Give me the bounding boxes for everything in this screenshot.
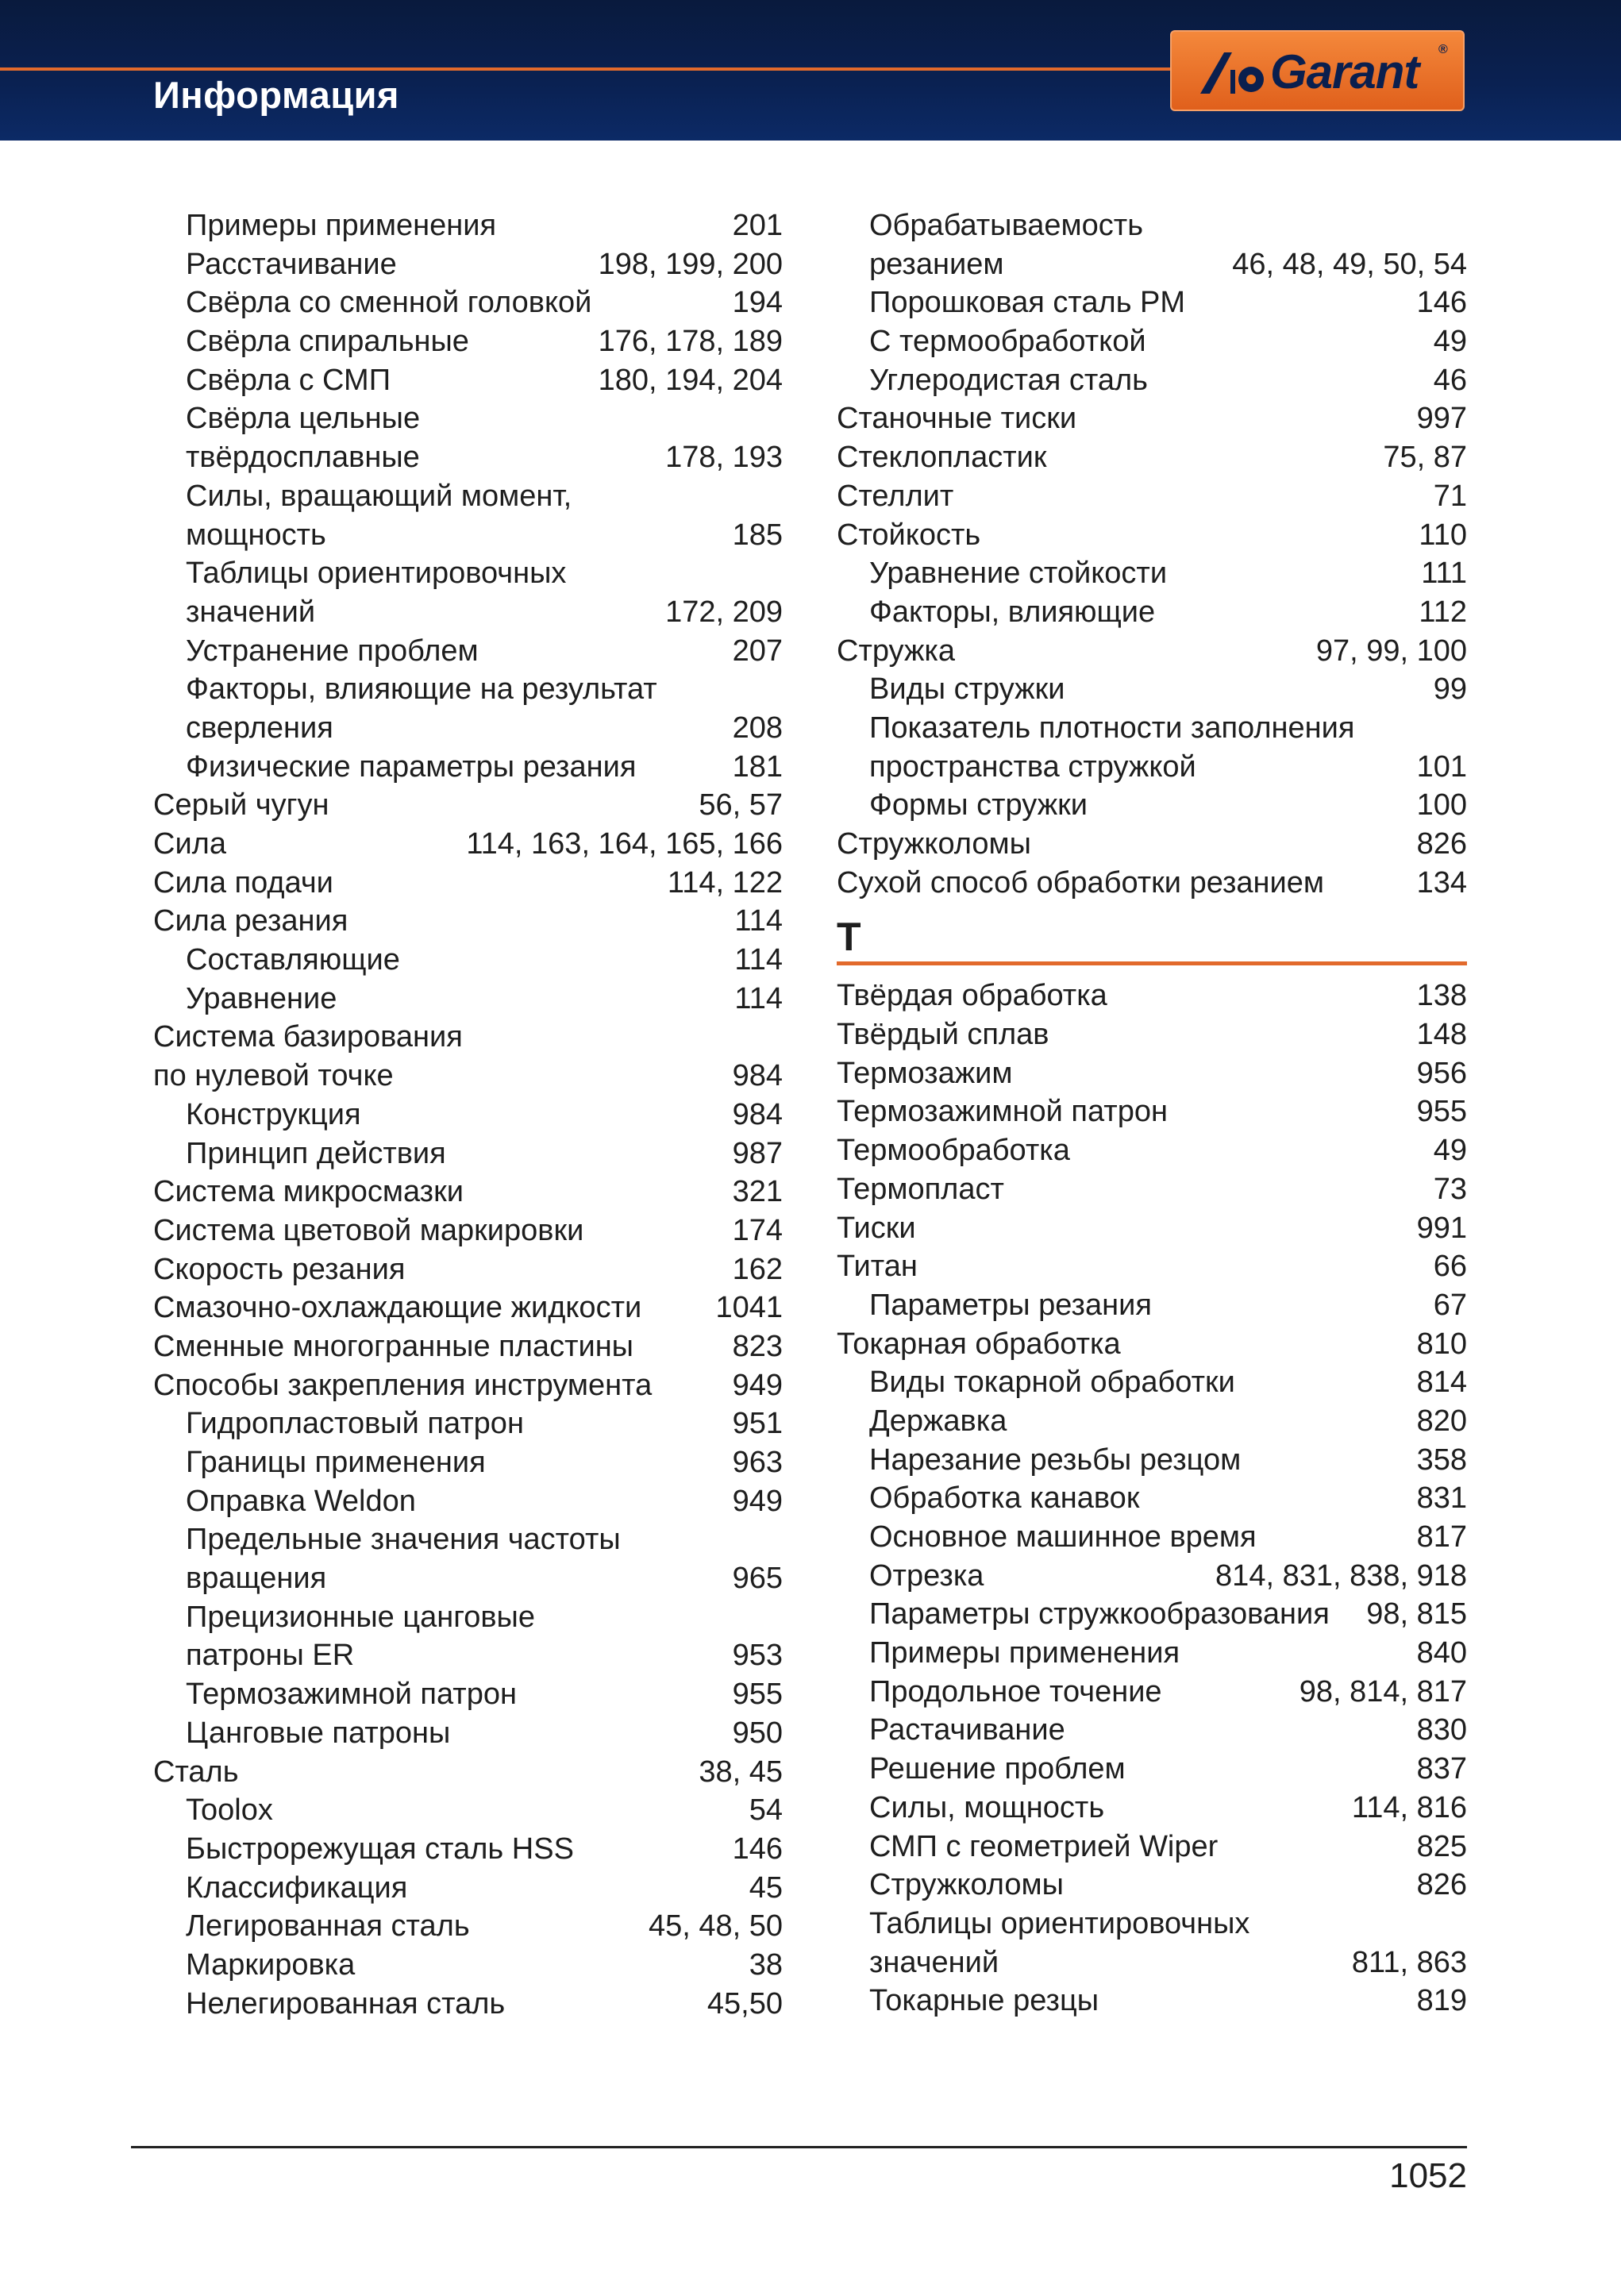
index-entry [837, 554, 1467, 593]
section-heading-letter: Т [837, 902, 1467, 965]
index-entry [153, 1404, 783, 1443]
footer-divider [131, 2146, 1467, 2148]
index-page-refs: 949 [732, 1484, 783, 1518]
index-term: Обработка канавок [869, 1481, 1140, 1516]
index-entry [837, 245, 1467, 284]
index-term: Решение проблем [869, 1752, 1126, 1786]
index-term: Стеклопластик [837, 441, 1047, 475]
index-term: мощность [186, 518, 326, 552]
index-page-refs: 54 [749, 1793, 783, 1828]
index-term: твёрдосплавные [186, 441, 420, 475]
index-term: Прецизионные цанговые [186, 1600, 536, 1634]
index-term: Быстрорежущая сталь HSS [186, 1832, 574, 1866]
index-term: Силы, мощность [869, 1790, 1105, 1824]
index-entry [153, 1946, 783, 1985]
index-term: Устранение проблем [186, 634, 479, 668]
index-term: Факторы, влияющие [869, 595, 1156, 629]
index-term: Классификация [186, 1870, 408, 1905]
index-entry [837, 1363, 1467, 1402]
index-term: Факторы, влияющие на результат [186, 672, 657, 707]
index-entry [153, 283, 783, 322]
page-header [0, 0, 1621, 141]
index-term: Отрезка [869, 1558, 984, 1593]
index-page-refs: 97, 99, 100 [1315, 634, 1467, 668]
index-page-refs: 207 [732, 634, 783, 668]
index-entry [837, 1015, 1467, 1054]
index-page-refs: 984 [732, 1097, 783, 1131]
index-page-refs: 99 [1433, 672, 1467, 707]
index-term: Границы применения [186, 1446, 486, 1479]
index-term: Принцип действия [186, 1136, 446, 1170]
index-term: Уравнение [186, 981, 337, 1015]
index-page-refs: 208 [732, 711, 783, 745]
index-entry [153, 399, 783, 438]
index-entry [837, 1595, 1467, 1634]
index-entry [153, 1250, 783, 1289]
index-entry [153, 1482, 783, 1521]
index-entry [837, 1944, 1467, 1982]
index-page-refs: 811, 863 [1351, 1945, 1467, 1979]
index-page-refs: 825 [1416, 1829, 1467, 1863]
index-term: Сила [153, 827, 226, 861]
index-page-refs: 950 [732, 1716, 783, 1750]
index-page-refs: 820 [1416, 1404, 1467, 1438]
index-term: Система микросмазки [153, 1175, 464, 1209]
index-term: по нулевой точке [153, 1059, 394, 1093]
index-entry [837, 1905, 1467, 1944]
index-term: Составляющие [186, 943, 400, 977]
index-page-refs: 101 [1416, 749, 1467, 784]
index-term: Продольное точение [869, 1674, 1162, 1709]
index-entry [837, 1789, 1467, 1828]
index-term: вращения [186, 1562, 327, 1596]
index-entry [837, 670, 1467, 709]
index-entry [837, 1170, 1467, 1209]
index-term: патроны ER [186, 1639, 355, 1673]
index-page-refs: 194 [732, 286, 783, 320]
index-term: Параметры резания [869, 1288, 1152, 1322]
index-term: Маркировка [186, 1947, 356, 1982]
index-term: Сталь [153, 1755, 239, 1789]
index-page-refs: 49 [1433, 325, 1467, 359]
index-term: Конструкция [186, 1097, 361, 1131]
index-column-left [153, 206, 783, 2023]
index-term: Державка [869, 1404, 1007, 1438]
index-entry [837, 748, 1467, 787]
index-term: Свёрла цельные [186, 402, 421, 436]
index-page-refs: 56, 57 [699, 788, 783, 822]
index-term: Предельные значения частоты [186, 1523, 621, 1557]
index-term: Свёрла спиральные [186, 325, 469, 359]
index-term: Скорость резания [153, 1252, 406, 1286]
index-page-refs: 1041 [715, 1291, 783, 1325]
index-page-refs: 955 [732, 1678, 783, 1712]
index-page-refs: 114 [734, 981, 783, 1015]
index-page-refs: 840 [1416, 1636, 1467, 1670]
index-page-refs: 45 [749, 1870, 783, 1905]
index-page-refs: 826 [1416, 1868, 1467, 1902]
index-page-refs: 953 [732, 1639, 783, 1673]
index-entry [153, 1636, 783, 1675]
index-entry [153, 902, 783, 941]
index-term: Токарная обработка [837, 1327, 1121, 1361]
index-entry [837, 864, 1467, 903]
index-entry [837, 516, 1467, 555]
index-term: Система базирования [153, 1020, 463, 1054]
index-entry [837, 1325, 1467, 1364]
index-entry [153, 593, 783, 632]
index-term: Свёрла с СМП [186, 363, 391, 397]
index-entry [837, 709, 1467, 748]
index-entry [153, 361, 783, 400]
index-entry [837, 632, 1467, 671]
index-entry [837, 322, 1467, 361]
index-page-refs: 146 [732, 1832, 783, 1866]
index-entry [153, 1753, 783, 1792]
index-term: Титан [837, 1250, 918, 1284]
index-term: Основное машинное время [869, 1520, 1257, 1554]
index-page-refs: 321 [732, 1175, 783, 1209]
index-entry [837, 1286, 1467, 1325]
index-entry [153, 709, 783, 748]
index-term: С термообработкой [869, 325, 1146, 359]
index-term: Примеры применения [186, 209, 497, 242]
index-term: Твёрдый сплав [837, 1018, 1049, 1052]
index-term: Уравнение стойкости [869, 557, 1168, 591]
index-term: Термозажим [837, 1056, 1013, 1090]
index-entry [153, 1830, 783, 1869]
index-term: Термозажимной патрон [186, 1678, 517, 1712]
index-page-refs: 98, 815 [1366, 1597, 1467, 1631]
index-entry [837, 1209, 1467, 1248]
index-entry [153, 1598, 783, 1637]
index-entry [837, 1711, 1467, 1750]
index-entry [153, 1791, 783, 1830]
index-entry [153, 825, 783, 864]
index-page-refs: 114, 816 [1351, 1790, 1467, 1824]
index-page-refs: 114 [734, 904, 783, 938]
index-entry [153, 438, 783, 477]
index-entry [153, 1714, 783, 1753]
index-entry [153, 516, 783, 555]
index-page-refs: 181 [732, 749, 783, 784]
index-page-refs: 819 [1416, 1984, 1467, 2018]
page-number: 1052 [1389, 2156, 1467, 2195]
index-entry [837, 477, 1467, 516]
index-entry [837, 206, 1467, 245]
index-entry [837, 283, 1467, 322]
index-term: Гидропластовый патрон [186, 1407, 524, 1441]
index-page-refs: 176, 178, 189 [598, 325, 783, 359]
index-term: Нелегированная сталь [186, 1986, 506, 2021]
index-entry [153, 864, 783, 903]
index-page-refs: 49 [1433, 1134, 1467, 1168]
index-page-refs: 949 [732, 1368, 783, 1402]
index-entries-t [837, 977, 1467, 2021]
index-term: Физические параметры резания [186, 749, 637, 784]
index-entry [837, 1750, 1467, 1789]
index-page-refs: 951 [732, 1407, 783, 1441]
index-entry [153, 1985, 783, 2024]
garant-logo-icon [1200, 49, 1269, 95]
index-term: Сменные многогранные пластины [153, 1329, 633, 1363]
index-term: Расстачивание [186, 247, 397, 281]
index-term: Легированная сталь [186, 1909, 470, 1944]
index-page-refs: 112 [1419, 595, 1467, 629]
index-term: Стружколомы [837, 827, 1031, 861]
index-page-refs: 114, 163, 164, 165, 166 [466, 827, 783, 861]
index-page-refs: 73 [1433, 1172, 1467, 1206]
index-page-refs: 201 [732, 209, 783, 242]
index-entry [837, 1673, 1467, 1712]
index-term: Силы, вращающий момент, [186, 479, 572, 513]
index-entry [837, 1131, 1467, 1170]
index-term: Растачивание [869, 1713, 1065, 1747]
index-entry [837, 1054, 1467, 1093]
index-entry [837, 1479, 1467, 1518]
index-entry [153, 1327, 783, 1366]
index-entry [153, 1135, 783, 1173]
index-column-right [837, 206, 1467, 2021]
index-term: Смазочно-охлаждающие жидкости [153, 1291, 642, 1325]
index-page-refs: 98, 814, 817 [1299, 1674, 1467, 1709]
index-term: Нарезание резьбы резцом [869, 1443, 1242, 1477]
index-entry [153, 1366, 783, 1405]
index-entry [837, 1092, 1467, 1131]
index-page-refs: 134 [1416, 865, 1467, 900]
index-term: Таблицы ориентировочных [186, 557, 567, 591]
index-entry [153, 477, 783, 516]
index-entries-s-continued [837, 206, 1467, 902]
index-page-refs: 956 [1416, 1056, 1467, 1090]
index-entry [837, 1247, 1467, 1286]
index-page-refs: 146 [1416, 286, 1467, 320]
index-page-refs: 138 [1416, 979, 1467, 1013]
index-entry [153, 1559, 783, 1598]
index-term: Формы стружки [869, 788, 1088, 822]
index-term: Серый чугун [153, 788, 329, 822]
index-page-refs: 955 [1416, 1095, 1467, 1129]
index-entry [153, 670, 783, 709]
index-entry [153, 1173, 783, 1212]
index-term: Стеллит [837, 479, 954, 513]
index-term: пространства стружкой [869, 749, 1196, 784]
index-term: Сила резания [153, 904, 348, 938]
index-page-refs: 831 [1416, 1481, 1467, 1516]
index-term: Цанговые патроны [186, 1716, 451, 1750]
index-entry [837, 361, 1467, 400]
index-entry [837, 1982, 1467, 2021]
index-page-refs: 814, 831, 838, 918 [1215, 1558, 1467, 1593]
index-page-refs: 965 [732, 1562, 783, 1596]
index-page-refs: 38, 45 [699, 1755, 783, 1789]
index-term: Виды стружки [869, 672, 1065, 707]
index-term: Оправка Weldon [186, 1484, 416, 1518]
index-page-refs: 46 [1433, 363, 1467, 397]
index-entry [153, 1443, 783, 1482]
garant-logo [1170, 30, 1465, 111]
index-term: Станочные тиски [837, 402, 1077, 436]
index-page-refs: 45,50 [707, 1986, 783, 2021]
index-page-refs: 837 [1416, 1752, 1467, 1786]
index-term: Виды токарной обработки [869, 1366, 1235, 1400]
index-entry [837, 399, 1467, 438]
index-term: Показатель плотности заполнения [869, 711, 1355, 745]
index-page-refs: 162 [732, 1252, 783, 1286]
index-page-refs: 358 [1416, 1443, 1467, 1477]
logo-registered-mark: ® [1438, 43, 1448, 56]
index-entry [153, 322, 783, 361]
index-page-refs: 198, 199, 200 [598, 247, 783, 281]
index-term: Твёрдая обработка [837, 979, 1107, 1013]
index-entry [153, 1212, 783, 1250]
index-entry [153, 941, 783, 980]
index-entry [153, 1907, 783, 1946]
index-term: Углеродистая сталь [869, 363, 1148, 397]
index-entry [837, 1634, 1467, 1673]
index-page-refs: 963 [732, 1446, 783, 1479]
index-entry [837, 825, 1467, 864]
page-title: Информация [153, 74, 399, 116]
index-term: Свёрла со сменной головкой [186, 286, 592, 320]
index-entry [837, 1402, 1467, 1441]
index-term: СМП с геометрией Wiper [869, 1829, 1219, 1863]
index-entry [837, 977, 1467, 1015]
index-term: Стружка [837, 634, 955, 668]
index-term: Тиски [837, 1211, 916, 1245]
index-entry [153, 206, 783, 245]
index-term: Способы закрепления инструмента [153, 1368, 653, 1402]
index-term: Сухой способ обработки резанием [837, 865, 1325, 900]
index-page-refs: 830 [1416, 1713, 1467, 1747]
index-page-refs: 114, 122 [667, 865, 783, 900]
header-accent-line [0, 67, 1175, 71]
index-term: значений [186, 595, 316, 629]
index-entry [837, 786, 1467, 825]
index-page-refs: 814 [1416, 1366, 1467, 1400]
logo-text: Garant [1270, 45, 1419, 98]
index-page-refs: 67 [1433, 1288, 1467, 1322]
index-term: резанием [869, 247, 1004, 281]
index-entry [153, 1675, 783, 1714]
index-page-refs: 991 [1416, 1211, 1467, 1245]
index-entry [837, 1828, 1467, 1866]
index-page-refs: 826 [1416, 827, 1467, 861]
index-term: Таблицы ориентировочных [869, 1906, 1250, 1940]
index-term: Порошковая сталь PM [869, 286, 1186, 320]
index-page-refs: 111 [1421, 557, 1467, 591]
index-page-refs: 100 [1416, 788, 1467, 822]
index-entry [153, 1289, 783, 1327]
index-term: Обрабатываемость [869, 209, 1143, 242]
index-term: Параметры стружкообразования [869, 1597, 1330, 1631]
index-term: значений [869, 1945, 999, 1979]
index-entry [153, 980, 783, 1019]
index-page-refs: 180, 194, 204 [598, 363, 783, 397]
index-entry [153, 748, 783, 787]
index-entry [837, 438, 1467, 477]
index-entry [153, 1520, 783, 1559]
index-entry [153, 245, 783, 284]
index-page-refs: 114 [734, 943, 783, 977]
index-page-refs: 987 [732, 1136, 783, 1170]
index-term: сверления [186, 711, 333, 745]
index-page-refs: 45, 48, 50 [648, 1909, 783, 1944]
index-page-refs: 185 [732, 518, 783, 552]
index-entry [153, 632, 783, 671]
index-term: Toolox [186, 1793, 273, 1828]
index-term: Система цветовой маркировки [153, 1213, 584, 1247]
index-entry [837, 1557, 1467, 1596]
index-page-refs: 66 [1433, 1250, 1467, 1284]
index-page-refs: 178, 193 [665, 441, 783, 475]
index-page-refs: 984 [732, 1059, 783, 1093]
index-page-refs: 174 [732, 1213, 783, 1247]
index-page-refs: 38 [749, 1947, 783, 1982]
index-entry [837, 593, 1467, 632]
index-entry [153, 1096, 783, 1135]
index-page-refs: 148 [1416, 1018, 1467, 1052]
index-page-refs: 172, 209 [665, 595, 783, 629]
index-entry [837, 1441, 1467, 1480]
index-entry [153, 786, 783, 825]
index-page-refs: 46, 48, 49, 50, 54 [1232, 247, 1467, 281]
index-term: Термозажимной патрон [837, 1095, 1168, 1129]
index-entry [153, 1869, 783, 1908]
index-page-refs: 810 [1416, 1327, 1467, 1361]
index-page-refs: 75, 87 [1383, 441, 1467, 475]
index-entry [837, 1518, 1467, 1557]
index-term: Стружколомы [869, 1868, 1064, 1902]
index-page-refs: 997 [1416, 402, 1467, 436]
index-entry [153, 1018, 783, 1057]
index-term: Примеры применения [869, 1636, 1180, 1670]
index-term: Токарные резцы [869, 1984, 1099, 2018]
index-term: Термообработка [837, 1134, 1070, 1168]
index-page-refs: 823 [732, 1329, 783, 1363]
index-page-refs: 71 [1433, 479, 1467, 513]
index-term: Сила подачи [153, 865, 333, 900]
index-term: Термопласт [837, 1172, 1004, 1206]
index-term: Стойкость [837, 518, 981, 552]
index-entry [153, 554, 783, 593]
index-page-refs: 110 [1419, 518, 1467, 552]
index-page-refs: 817 [1416, 1520, 1467, 1554]
index-entry [837, 1866, 1467, 1905]
index-entry [153, 1057, 783, 1096]
